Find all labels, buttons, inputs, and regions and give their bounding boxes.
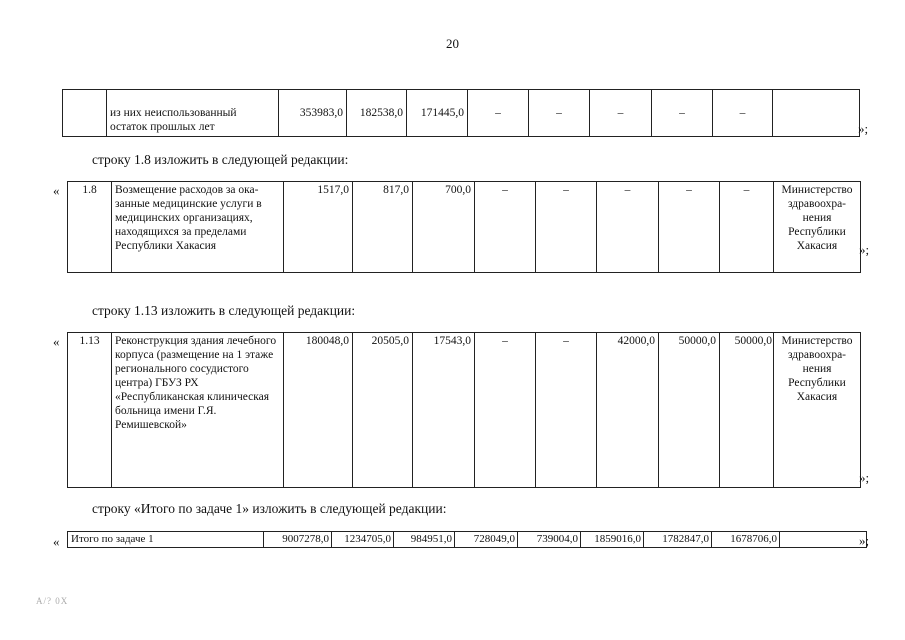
cell-dash: – [720,182,774,273]
caption-row-1-8: строку 1.8 изложить в следующей редакции: [92,152,349,167]
cell-dash: – [529,90,590,137]
scan-stamp: A/? 0X [36,596,69,606]
opening-quote: « [53,183,60,198]
cell-empty [773,90,860,137]
cell-value: 42000,0 [597,333,659,488]
opening-quote: « [53,334,60,349]
cell-value: 180048,0 [284,333,353,488]
cell-value: 353983,0 [279,90,347,137]
cell-value: 739004,0 [518,532,581,548]
closing-quote: »; [859,470,870,485]
cell-name: Итого по задаче 1 [68,532,264,548]
cell-value: 1517,0 [284,182,353,273]
cell-number: 1.13 [68,333,112,488]
cell-value: 984951,0 [394,532,455,548]
cell-value: 50000,0 [659,333,720,488]
cell-value: 9007278,0 [264,532,332,548]
cell-number: 1.8 [68,182,112,273]
cell-executor: Министерство здравоохра-нения Республики Хакасия [774,182,861,273]
page-number: 20 [446,36,459,51]
cell-empty [63,90,107,137]
closing-quote: »; [859,242,870,257]
caption-row-total: строку «Итого по задаче 1» изложить в следующей редакции: [92,501,447,516]
opening-quote: « [53,534,60,549]
cell-value: 17543,0 [413,333,475,488]
cell-name: Возмещение расходов за ока-занные медицинские услуги в медицинских организациях, находящихся за пределами Республики Хакасия [112,182,284,273]
cell-value: 817,0 [353,182,413,273]
cell-name: из них неиспользованный остаток прошлых лет [107,90,279,137]
cell-dash: – [468,90,529,137]
closing-quote: »; [859,533,870,548]
cell-value: 700,0 [413,182,475,273]
cell-value: 1782847,0 [644,532,712,548]
table-row-1-8 [67,181,861,273]
cell-value: 1678706,0 [712,532,780,548]
cell-value: 728049,0 [455,532,518,548]
cell-dash: – [475,182,536,273]
cell-value: 1234705,0 [332,532,394,548]
cell-value: 182538,0 [347,90,407,137]
caption-row-1-13: строку 1.13 изложить в следующей редакции: [92,303,356,318]
cell-dash: – [590,90,652,137]
cell-dash: – [659,182,720,273]
cell-dash: – [713,90,773,137]
cell-dash: – [536,182,597,273]
cell-dash: – [597,182,659,273]
cell-empty [780,532,870,548]
cell-value: 171445,0 [407,90,468,137]
cell-value: 20505,0 [353,333,413,488]
cell-name: Реконструкция здания лечебного корпуса (размещение на 1 этаже регионального сосудистого центра) ГБУЗ РХ «Республиканская клиническая больница имени Г.Я. Ремишевской» [112,333,284,488]
cell-value: 50000,0 [720,333,774,488]
table-row-unused [62,89,860,137]
cell-executor: Министерство здравоохра-нения Республики Хакасия [774,333,861,488]
table-row-total [67,531,870,548]
cell-dash: – [536,333,597,488]
table-row-1-13 [67,332,861,488]
closing-quote: »; [858,121,869,136]
cell-dash: – [652,90,713,137]
cell-dash: – [475,333,536,488]
cell-value: 1859016,0 [581,532,644,548]
